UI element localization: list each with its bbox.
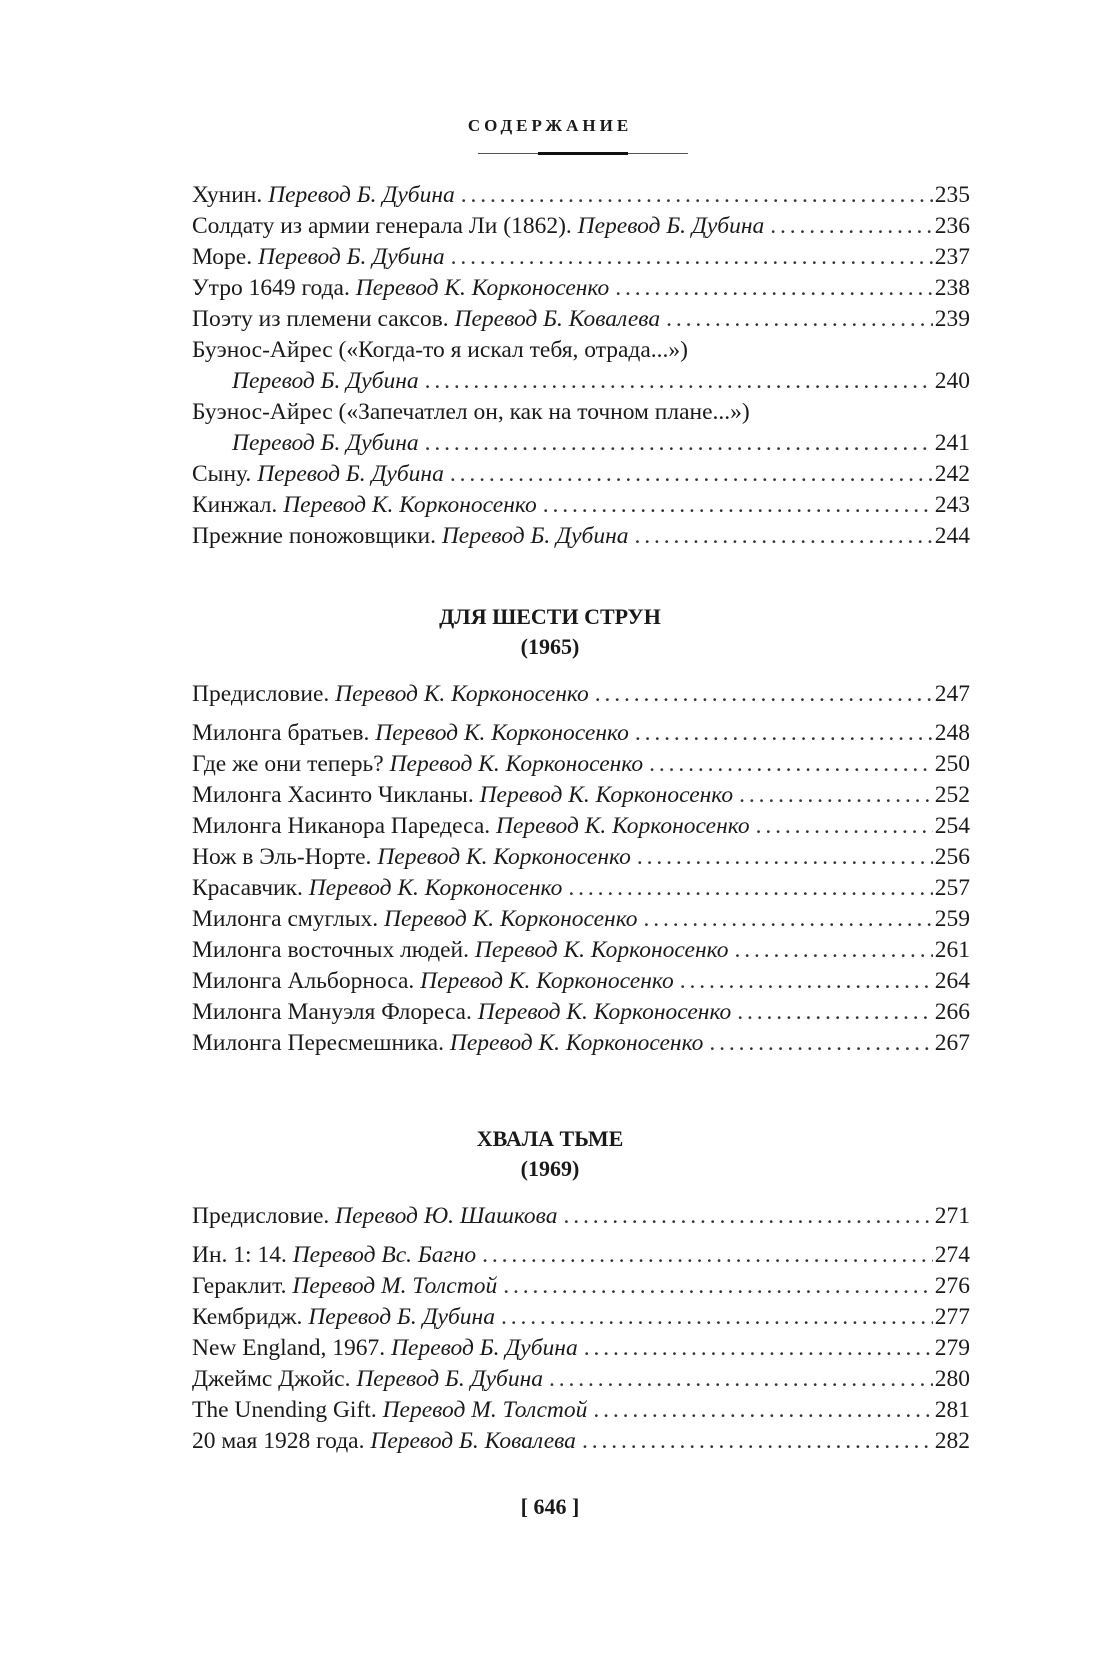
leader-dots (734, 935, 932, 966)
leader-dots (649, 749, 933, 780)
head-rule-accent (538, 152, 628, 155)
entry-page: 282 (934, 1428, 970, 1454)
leader-dots (584, 1333, 933, 1364)
entry-title: Хунин. (192, 182, 263, 208)
entry-page: 243 (934, 492, 970, 518)
entry-page: 277 (934, 1304, 970, 1330)
entry-translator: Перевод М. Толстой (382, 1397, 588, 1423)
toc-entry (192, 490, 970, 521)
entry-page: 236 (934, 213, 970, 239)
entry-title: Где же они теперь? (192, 751, 384, 777)
entry-page: 247 (934, 681, 970, 707)
leader-dots (501, 1302, 933, 1333)
running-head: СОДЕРЖАНИЕ (467, 116, 633, 135)
entry-page: 244 (934, 523, 970, 549)
toc-entry (192, 935, 970, 966)
entry-page: 279 (934, 1335, 970, 1361)
entry-translator: Перевод К. Корконосенко (355, 275, 610, 301)
entry-page: 266 (934, 999, 970, 1025)
toc-entry (192, 997, 970, 1028)
leader-dots (563, 1201, 932, 1232)
leader-dots (666, 304, 933, 335)
entry-translator: Перевод Б. Дубина (577, 213, 765, 239)
entry-title: New England, 1967. (192, 1335, 386, 1361)
toc-entry (192, 1364, 970, 1395)
entry-title: Нож в Эль-Норте. (192, 844, 372, 870)
leader-dots (450, 459, 933, 490)
leader-dots (482, 1240, 933, 1271)
entry-title: Солдату из армии генерала Ли (1862). (192, 213, 572, 239)
toc-entry (192, 180, 970, 211)
toc-entry (192, 1426, 970, 1457)
entry-title: Милонга Пересмешника. (192, 1030, 444, 1056)
toc-entry (192, 1333, 970, 1364)
entry-title: Гераклит. (192, 1273, 287, 1299)
entry-translator: Перевод К. Корконосенко (420, 968, 674, 994)
entry-translator: Перевод Б. Дубина (441, 523, 629, 549)
leader-dots (680, 966, 933, 997)
entry-page: 280 (934, 1366, 970, 1392)
leader-dots (637, 842, 933, 873)
entry-page: 248 (934, 720, 970, 746)
entry-title: Милонга Мануэля Флореса. (192, 999, 472, 1025)
leader-dots (503, 1271, 933, 1302)
entry-translator: Перевод Вс. Багно (292, 1242, 477, 1268)
entry-page: 281 (934, 1397, 970, 1423)
entry-title: Море. (192, 244, 253, 270)
leader-dots (461, 180, 933, 211)
entry-page: 259 (934, 906, 970, 932)
leader-dots (582, 1426, 933, 1457)
leader-dots (425, 366, 933, 397)
entry-translator: Перевод Б. Дубина (308, 1304, 495, 1330)
entry-title: 20 мая 1928 года. (192, 1428, 365, 1454)
leader-dots (709, 1028, 932, 1059)
toc-entry (192, 211, 970, 242)
entry-title: Кинжал. (192, 492, 278, 518)
toc-entry (192, 780, 970, 811)
toc-entry (192, 242, 970, 273)
entry-translator: Перевод К. Корконосенко (479, 782, 734, 808)
entry-page: 276 (934, 1273, 970, 1299)
entry-translator: Перевод Б. Дубина (258, 244, 445, 270)
toc-entry (192, 811, 970, 842)
toc-entry (192, 1028, 970, 1059)
entry-title: Милонга Хасинто Чикланы. (192, 782, 474, 808)
leader-dots (615, 273, 932, 304)
entry-title: Милонга братьев. (192, 720, 370, 746)
section-title: ХВАЛА ТЬМЕ (476, 1126, 624, 1151)
toc-entry (192, 749, 970, 780)
entry-page: 256 (934, 844, 970, 870)
entry-page: 274 (934, 1242, 970, 1268)
entry-translator: Перевод К. Корконосенко (335, 681, 589, 707)
entry-page: 261 (934, 937, 970, 963)
toc-entry (192, 366, 970, 397)
leader-dots (568, 873, 932, 904)
entry-title: Милонга Альборноса. (192, 968, 415, 994)
toc-entry (192, 459, 970, 490)
entry-title: Поэту из племени саксов. (192, 306, 449, 332)
entry-page: 267 (934, 1030, 970, 1056)
entry-page: 237 (934, 244, 970, 270)
leader-dots (770, 211, 932, 242)
entry-translator: Перевод К. Корконосенко (308, 875, 563, 901)
entry-translator: Перевод Б. Дубина (268, 182, 455, 208)
entry-translator: Перевод Б. Ковалева (454, 306, 661, 332)
entry-translator: Перевод К. Корконосенко (474, 937, 729, 963)
toc-entry (192, 842, 970, 873)
entry-translator: Перевод К. Корконосенко (377, 844, 631, 870)
toc-entry (192, 1395, 970, 1426)
leader-dots (635, 718, 933, 749)
entry-translator: Перевод Ю. Шашкова (335, 1203, 558, 1229)
entry-title: Предисловие. (192, 1203, 330, 1229)
leader-dots (549, 1364, 933, 1395)
entry-page: 250 (934, 751, 970, 777)
entry-translator: Перевод Б. Дубина (232, 368, 419, 394)
entry-translator: Перевод К. Корконосенко (383, 906, 638, 932)
entry-page: 240 (934, 368, 970, 394)
leader-dots (737, 997, 932, 1028)
toc-entry (192, 1240, 970, 1271)
entry-translator: Перевод Б. Ковалева (370, 1428, 576, 1454)
toc-block-3 (192, 1201, 970, 1457)
toc-block-1 (192, 180, 970, 552)
page-number: [ 646 ] (520, 1494, 580, 1519)
toc-entry (192, 904, 970, 935)
entry-title: Красавчик. (192, 875, 303, 901)
entry-translator: Перевод К. Корконосенко (449, 1030, 704, 1056)
entry-title: Джеймс Джойс. (192, 1366, 351, 1392)
entry-page: 264 (934, 968, 970, 994)
entry-translator: Перевод Б. Дубина (232, 430, 419, 456)
entry-page: 235 (934, 182, 970, 208)
leader-dots (425, 428, 933, 459)
toc-block-2 (192, 679, 970, 1059)
section-year: (1969) (520, 1156, 580, 1181)
toc-entry (192, 1271, 970, 1302)
toc-entry (192, 1201, 970, 1232)
leader-dots (644, 904, 933, 935)
entry-title: Предисловие. (192, 681, 330, 707)
entry-title: Сыну. (192, 461, 252, 487)
leader-dots (756, 811, 933, 842)
entry-title: Буэнос-Айрес («Запечатлел он, как на точном плане...») (192, 399, 750, 425)
leader-dots (543, 490, 933, 521)
toc-entry (192, 304, 970, 335)
entry-translator: Перевод К. Корконосенко (389, 751, 644, 777)
leader-dots (593, 1395, 932, 1426)
toc-entry (192, 679, 970, 710)
entry-translator: Перевод К. Корконосенко (375, 720, 629, 746)
entry-translator: Перевод Б. Дубина (257, 461, 444, 487)
entry-page: 254 (934, 813, 970, 839)
leader-dots (739, 780, 933, 811)
section-title: ДЛЯ ШЕСТИ СТРУН (439, 604, 661, 629)
toc-entry (192, 521, 970, 552)
entry-translator: Перевод М. Толстой (292, 1273, 498, 1299)
entry-translator: Перевод К. Корконосенко (496, 813, 750, 839)
entry-title: Утро 1649 года. (192, 275, 350, 301)
toc-entry (192, 966, 970, 997)
entry-title: Милонга восточных людей. (192, 937, 470, 963)
entry-translator: Перевод Б. Дубина (391, 1335, 578, 1361)
toc-entry (192, 273, 970, 304)
entry-page: 241 (934, 430, 970, 456)
entry-page: 271 (934, 1203, 970, 1229)
entry-page: 257 (934, 875, 970, 901)
entry-translator: Перевод К. Корконосенко (477, 999, 732, 1025)
entry-translator: Перевод К. Корконосенко (283, 492, 537, 518)
entry-title: Ин. 1: 14. (192, 1242, 287, 1268)
entry-page: 242 (934, 461, 970, 487)
leader-dots (595, 679, 933, 710)
entry-page: 239 (934, 306, 970, 332)
entry-page: 252 (934, 782, 970, 808)
leader-dots (634, 521, 932, 552)
entry-title: Милонга Никанора Паредеса. (192, 813, 491, 839)
section-year: (1965) (520, 634, 580, 659)
toc-entry (192, 1302, 970, 1333)
entry-title: Милонга смуглых. (192, 906, 379, 932)
toc-entry (192, 873, 970, 904)
toc-entry (192, 718, 970, 749)
entry-title: Прежние поножовщики. (192, 523, 436, 549)
entry-title: Кембридж. (192, 1304, 303, 1330)
entry-translator: Перевод Б. Дубина (356, 1366, 543, 1392)
leader-dots (451, 242, 933, 273)
entry-title: The Unending Gift. (192, 1397, 377, 1423)
entry-page: 238 (934, 275, 970, 301)
entry-title: Буэнос-Айрес («Когда-то я искал тебя, отрада...») (192, 337, 689, 363)
toc-entry (192, 428, 970, 459)
